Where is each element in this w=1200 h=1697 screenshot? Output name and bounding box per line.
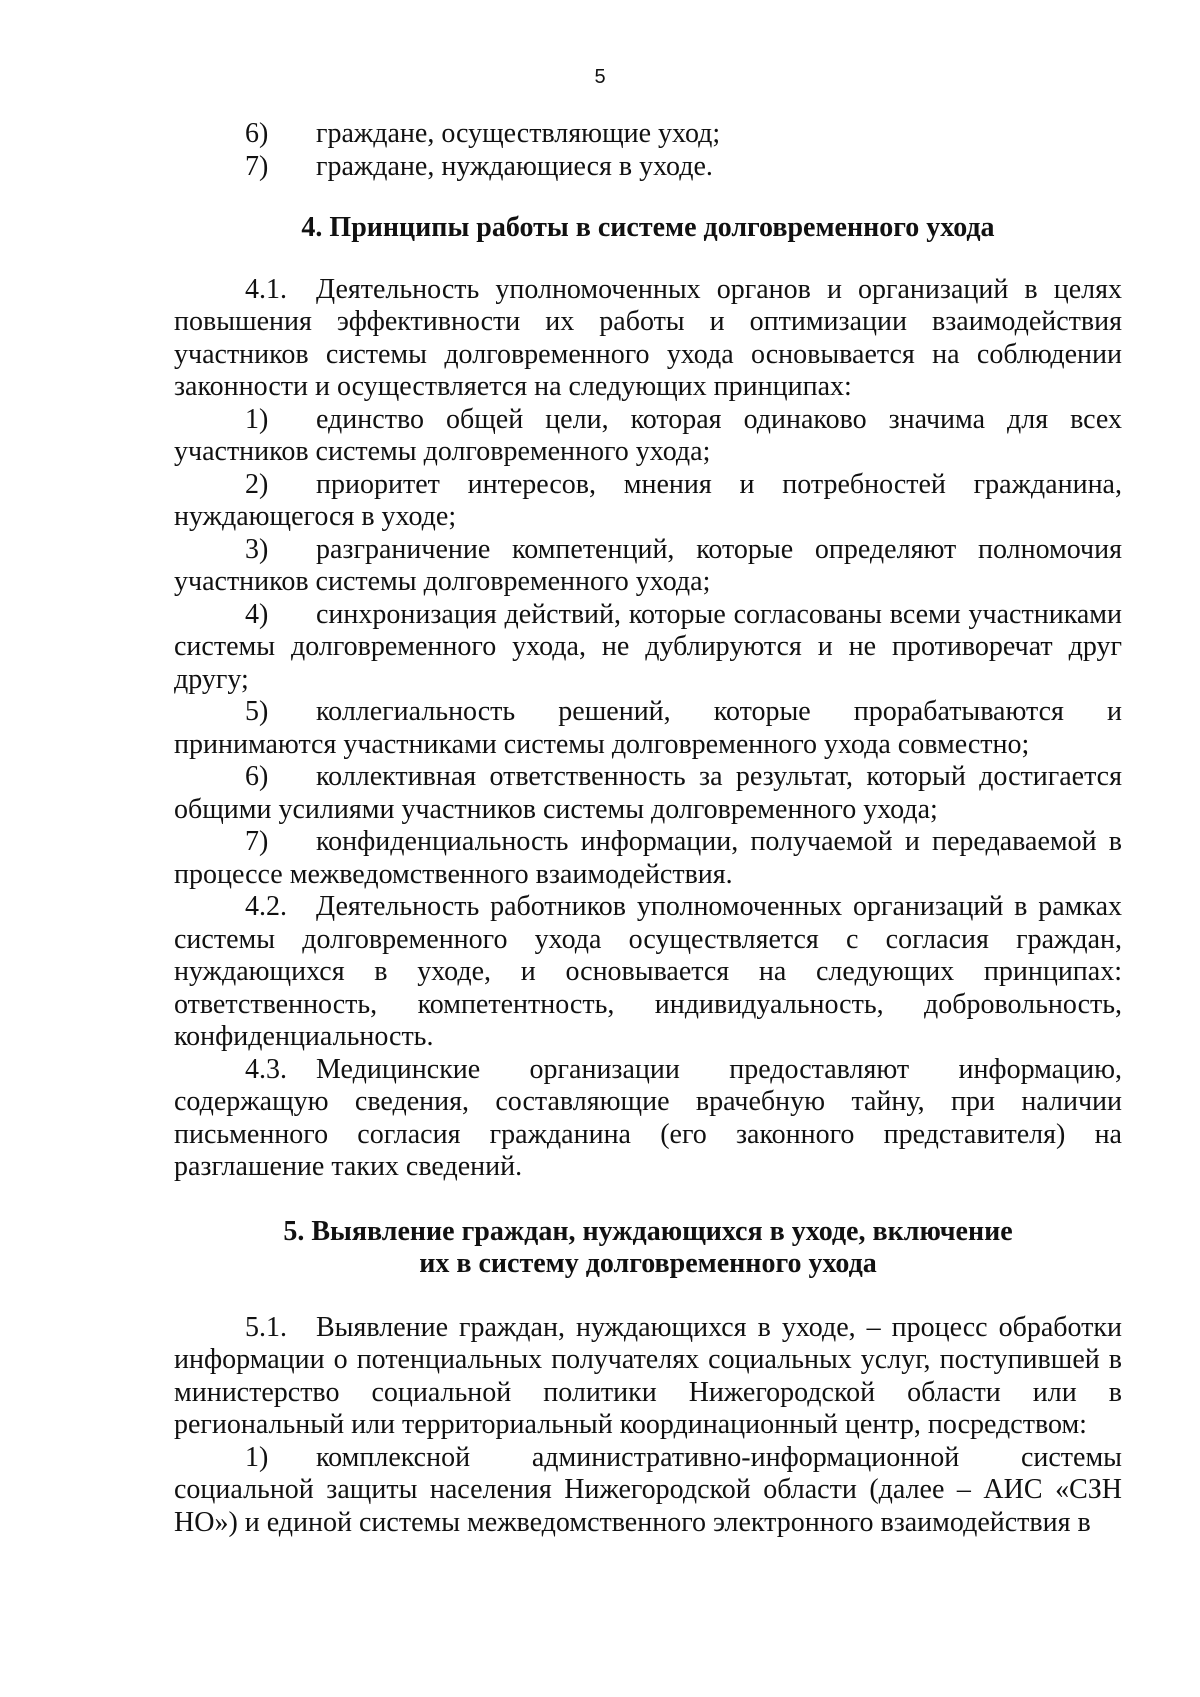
section-5-heading — [174, 1216, 1122, 1281]
list-item — [174, 534, 1122, 599]
paragraph-number: 5.1. — [245, 1311, 287, 1343]
paragraph-number: 4.3. — [245, 1053, 287, 1085]
citizen-list-continuation — [174, 118, 1122, 183]
section-5-heading-line-2: их в систему долговременного ухода — [419, 1248, 877, 1279]
list-item-text: граждане, осуществляющие уход; — [316, 118, 721, 149]
paragraph-number: 4.1. — [245, 273, 287, 305]
list-item-text: конфиденциальность информации, получаемой и передаваемой в процессе межведомственного взаимодействия. — [174, 826, 1122, 890]
list-item-number: 3) — [245, 533, 269, 565]
list-item — [174, 826, 1122, 891]
paragraph-5-1 — [174, 1312, 1122, 1442]
list-item-number: 1) — [245, 1441, 269, 1473]
paragraph-text: Выявление граждан, нуждающихся в уходе, – процесс обработки информации о потенциальных получателях социальных услуг, поступившей в министерство социальной политики Нижегородской области или в региональный или территориальный координационный центр, посредством: — [174, 1311, 1122, 1440]
list-item-number: 2) — [245, 468, 269, 500]
list-item — [174, 1442, 1122, 1540]
list-item-text: синхронизация действий, которые согласованы всеми участниками системы долговременного ухода, не дублируются и не противоречат друг другу; — [174, 598, 1122, 695]
list-item-number: 4) — [245, 598, 269, 630]
list-item — [174, 599, 1122, 697]
paragraph-text: Медицинские организации предоставляют информацию, содержащую сведения, составляющие врачебную тайну, при наличии письменного согласия гражданина (его законного представителя) на разглашение таких сведений. — [174, 1053, 1122, 1182]
list-item-text: граждане, нуждающиеся в уходе. — [316, 150, 713, 182]
principles-list — [174, 404, 1122, 892]
paragraph-4-1 — [174, 274, 1122, 404]
list-item — [174, 761, 1122, 826]
list-item-text: приоритет интересов, мнения и потребностей гражданина, нуждающегося в уходе; — [174, 468, 1122, 532]
list-item-text: комплексной административно-информационной системы социальной защиты населения Нижегородской области (далее – АИС «СЗН НО») и единой системы межведомственного электронного взаимодействия в — [174, 1441, 1122, 1538]
list-item-text: коллективная ответственность за результат, который достигается общими усилиями участников системы долговременного ухода; — [174, 761, 1122, 825]
list-item-number: 6) — [245, 118, 269, 149]
list-item-number: 6) — [245, 761, 269, 792]
page-number: 5 — [594, 66, 606, 88]
paragraph-text: Деятельность уполномоченных органов и организаций в целях повышения эффективности их работы и оптимизации взаимодействия участников системы долговременного ухода основывается на соблюдении законности и осуществляется на следующих принципах: — [174, 273, 1122, 402]
document-body — [174, 118, 1122, 1539]
list-item-number: 5) — [245, 696, 269, 727]
paragraph-4-2 — [174, 891, 1122, 1054]
list-item — [174, 118, 1122, 151]
paragraph-4-3 — [174, 1054, 1122, 1184]
list-item — [174, 151, 1122, 184]
paragraph-text: Деятельность работников уполномоченных организаций в рамках системы долговременного ухода осуществляется с согласия граждан, нуждающихся в уходе, и основывается на следующих принципах: ответственность, компетентность, индивидуальность, добровольность, конфиденциальность. — [174, 891, 1122, 1052]
section-5-heading-line-1: 5. Выявление граждан, нуждающихся в уходе, включение — [283, 1215, 1013, 1247]
list-item — [174, 696, 1122, 761]
section-4-heading: 4. Принципы работы в системе долговременного ухода — [301, 212, 995, 243]
list-item — [174, 469, 1122, 534]
list-item — [174, 404, 1122, 469]
list-item-text: единство общей цели, которая одинаково значима для всех участников системы долговременного ухода; — [174, 403, 1122, 467]
list-item-number: 7) — [245, 150, 269, 182]
list-item-text: разграничение компетенций, которые определяют полномочия участников системы долговременного ухода; — [174, 533, 1122, 597]
paragraph-number: 4.2. — [245, 891, 287, 922]
list-item-text: коллегиальность решений, которые прорабатываются и принимаются участниками системы долговременного ухода совместно; — [174, 696, 1122, 760]
list-item-number: 7) — [245, 826, 269, 857]
list-item-number: 1) — [245, 403, 269, 435]
